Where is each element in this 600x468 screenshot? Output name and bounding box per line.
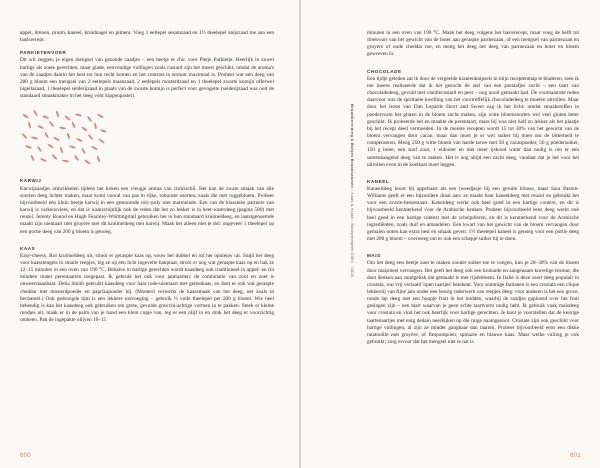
running-head-folio: Basisrecepten 0304 · 0320: [350, 223, 355, 278]
section-heading-mais: MAIS: [367, 253, 381, 259]
seed-shape: [37, 125, 44, 130]
running-head-title: Broodbereiding & Bakjes Broodsoorten: [350, 104, 355, 189]
seed-shape: [25, 145, 32, 149]
seed-shape: [44, 132, 49, 139]
seed-shape: [81, 127, 88, 133]
seed-shape: [51, 154, 57, 160]
running-head-subtitle: Kaas & Kruid: [350, 192, 355, 219]
seed-shape: [96, 156, 100, 163]
page-number-right: 601: [570, 453, 581, 459]
section-text-mais: Om het deeg een beetje zoet te maken zonder suiker toe te voegen, kun je 20–30% van de bloem door maïsmeel vervangen. Het geeft het deeg ook een krokante en aangenaam korrelige textuur, die doet denken aan zandgebak dat gemaakt is met rijstebloem. In Italië is deze soort deeg populair in crostata, wat vrij vertaald 'open taartjes' betekent. Voor sommige Italianen is een crostata een clique lekkernij van fijne jam onder een heurig raderwerk van reepjes deeg: voor anderen is het een grove, ronde lap deeg met een hoopje fruit in het midden, waarbij de randjes gaploosd over het fruit geslagen zijn – een taart waarvan je geen echte taartvorm nodig hebt. Ik gebruik vaak maïsdeeg voor crostata en vind het ook heerlijk voor hartige gerechten. Je kunt je voorstellen dat de keurige taartenaartjes met enig dedain neerkijken op die ruige naamgenoot. Crostate zijn ook geschikt voor hartige vullingen, al zijn ze minder gangbaar dan taarten. Probeer bijvoorbeeld eens een dikke ratatouille met gruyère, of flespompoen, spinazie en blauwe kaas. Maar welke vulling je ook gebruikt; zorg ervoor dat het mengsel niet te nat is.: [367, 260, 579, 346]
left-intro-paragraph: appel, limoen, pruim, kaneel, kruidnagel en piment. Voeg 1 eetlepel sesamzaad en 1½ theelepel anijszaad toe aan een basisrecept.: [20, 30, 274, 44]
seed-shape: [53, 137, 60, 142]
seed-shape: [33, 110, 38, 117]
running-head-separator: •: [350, 189, 355, 192]
seed-shape: [62, 160, 69, 163]
section-heading-karwij: KARWIJ: [20, 178, 42, 184]
seed-shape: [69, 146, 76, 150]
section-heading-parkietenvoer: PARKIETENVOER: [20, 50, 67, 56]
section-text-kaas: Easy-cheesy. Rol kruimeldeeg uit, strooi er geraspte kaas op, vouw het dubbel en rol het opnieuw uit. Snijd het deeg voor kaasstengels in smalle reepjes, leg ze op een licht ingevette bakplaat, strooi er nog wat geraspte kaas op en bak ze 12–15 minuten in een oven van 190 °C. Behalve in hartige gerechten wordt kaasdeeg ook traditioneel in appel- en (in mindere mate) perentaarten toegepast. Ik gebruik het ook voor jamtaarten: de combinatie van zout en zoet is onweerstaanbaar. Delia Smith gebruikt kaasdeeg voor haar rode-uientaart met geitenkaas, en doet er ook wat geraspte cheddar met mosterdpoeder en paprikapoeder bij. (Mosterd verwerkt de kaassmaak van het deeg, net zoals in bechamel.) Ook gedroogde tijm is een lekkere toevoeging – gebruik ½ volle theelepel per 200 g bloem. Wie heel behendig is kan het kaasdeeg ook gebruiken om grote, gevulde gnocchi-achtige vormen in te pakken. Steek er kleine rondjes uit, maak er in de palm van je hand een klein cupje van, leg er een olijf in en druk het deeg er voorzichtig omheen. Pak de ingepakte olijven 10–15: [20, 252, 274, 324]
section-text-chocolade: Een tijdje geleden zat ik door de vergeelde krantenknipsels in mijn receptenmap te bladeren, toen ik me ineens realiseerde dat ik het gezocht de ziel van een pastaafjes zocht – een taart van chocoladedeeg, gevuld met vanillecustard en peer – nog nooit gemaakt had. De voornaamste reden daarvoor was de spirituele kwelling van het voortreffelijk chocoladedeeg te moeten uitrollen. Maar door het lezen van Dan Lepards Short and Sweet zag ik het licht: omdat smaakstoffen in poedervorm het gluten in de bloem zacht maken, zijn witte bloemsoorten wel veel gluten beter geschikt. Ik probeerde het en maakte de perentaart, maar bij was niet half zo lekker als het plaatje bij het recept deed vermoeden. In de meeste recepten wordt 15 tot 30% van het gewicht van de bloem vervangen door cacao, maar dan moet je er wel suiker bij doen om de bitterheid te compenseren. Meng 250 g witte bloem van harde tarwe met 50 g cacaopoeder, 50 g poedersuiker, 150 g boter, een snuf zout, 1 eidooier en niet meer ijskoud water dan nodig is om er een samenhangend deeg van te maken. Het is nog altijd een zacht deeg, vandaar dat je het voor het uitrollen even in de koelkast moet leggen.: [367, 75, 579, 168]
seed-shape: [47, 144, 54, 150]
seed-shape: [66, 133, 70, 140]
seeds-illustration: [20, 111, 108, 167]
section-text-kaneel: Kaneeldeeg hoort bij appeltaart als een tweedjasje bij een geruite blouse, maar Sara Paston-Williams geeft er een bijzondere draai aan: ze maakt haar kaneeldeeg met reuzel en gebruikt het voor een avarie-bessentaart. Kaneldeeg werkt ook heel goed in een hartige context, en dit is bijvoorbeeld kenmerkend voor de Arabische keuken. Probeer bijvoorbeeld eens deeg werkt ook heel goed in een hartige context met de schelpdieren, en dit is kenmerkend voor de Arabische ingrediënten, zoals duif en amandelen. Een kwart van het gewicht van de bloem vervangen door gemalen noten kan extra best en smaak geven: 1½ theelepel kaneel is genoeg voor een portie deeg met 200 g bloem – overweeg om er ook een schepje suiker bij te doen.: [367, 185, 579, 243]
running-head-vertical: [350, 104, 356, 364]
seed-shape: [84, 160, 91, 166]
section-text-karwij: Karwijzaadjes ontwikkelen tijdens het koken een vleugje aroma van citrusschil. Het kan de zware smaak van alle soorten deeg lichter maken, maar komt vooral van pas in rijke, robuuste soorten, zoals die met roggebloem. Probeer bijvoorbeeld een klein beetje karwij in een gestoomde roly-poly met marmelade. Een van de klassieke partners van karwij is varkensvlees, en dat is waarschijnlijk ook de reden dat het zo lekker is in heet-waterdeeg (pagina 580) met reuzel. Jeremy Round en Hugh Fearnley-Whittingstall gebruiken het in hun standaard kruimeldeeg, en laatstgenoemde maakt zijn uientaart met gruyère met dit kruimeldeeg met karwij. Maak het alleen niet te dol: ongeveer 1 theelepel op een portie deeg van 200 g bloem is genoeg.: [20, 185, 274, 235]
seed-shape: [91, 146, 98, 151]
section-heading-kaneel: KANEEL: [367, 178, 390, 184]
seed-shape: [31, 137, 38, 141]
left-text-column: [20, 30, 274, 324]
seed-shape: [94, 123, 97, 130]
seed-shape: [40, 158, 47, 163]
seed-shape: [64, 115, 71, 121]
seed-shape: [37, 146, 43, 153]
seed-shape: [60, 147, 64, 154]
seed-shape: [74, 155, 80, 162]
seed-shape: [81, 148, 86, 155]
seed-shape: [22, 114, 29, 120]
right-intro-paragraph: minuten in een oven van 190 °C. Maak het deeg volgens het basisrecept, maar voeg de helft tot driekwart van het gewicht van de boter aan geraspte parmezaan, of een mengsel van parmezaan en gruyère of oude cheddar toe, en meng het deeg het deeg van parmezaan en boter en bloem gewreven in.: [367, 30, 579, 58]
seed-shape: [59, 127, 66, 130]
seed-shape: [71, 122, 76, 129]
seed-shape: [87, 116, 93, 123]
right-page: [301, 0, 600, 468]
page-number-left: 600: [20, 453, 31, 459]
left-page: [0, 0, 299, 468]
running-head-separator-2: •: [350, 220, 355, 222]
seed-shape: [55, 111, 59, 118]
seed-shape: [28, 122, 32, 129]
section-heading-chocolade: CHOCOLADE: [367, 68, 402, 74]
seed-shape: [98, 138, 105, 144]
seed-shape: [30, 155, 35, 162]
seed-shape: [97, 114, 104, 119]
seed-shape: [87, 134, 93, 141]
right-text-column: [367, 30, 579, 346]
section-heading-kaas: KAAS: [20, 245, 36, 251]
seed-shape: [48, 121, 54, 128]
seed-shape: [42, 115, 49, 119]
seed-shape: [100, 129, 107, 133]
seed-shape: [75, 114, 82, 118]
seed-shape: [76, 138, 83, 143]
seed-shape: [21, 133, 27, 139]
section-text-parkietenvoer: Dit wil zeggen, je eigen mengsel van gezonde zaadjes – een beetje te chic voor Pietje Parkietje. Heerlijk in zowel hartige als zoete gerechten, maar glade, eenvoudige vullingen zoals custard zijn het meest geschikt, omdat de aroma's van de zaadjes daarin het best tot hun recht komen en het contrast in textuur maximaal is. Probeer wat een deeg van 200 g bloem een mengsel van 2 eetlepels maanzaad, 2 eetlepels mosterdzaad en 1 theelepel zwarte komijn offerwel nigellazaad, 1 theelepel selderijzaad in plaats van de zwarte komijn is perfect voor gevogelte (selderijzaad was ooit de standaard smaakmaker in het deeg voor kippenpastei).: [20, 57, 274, 100]
